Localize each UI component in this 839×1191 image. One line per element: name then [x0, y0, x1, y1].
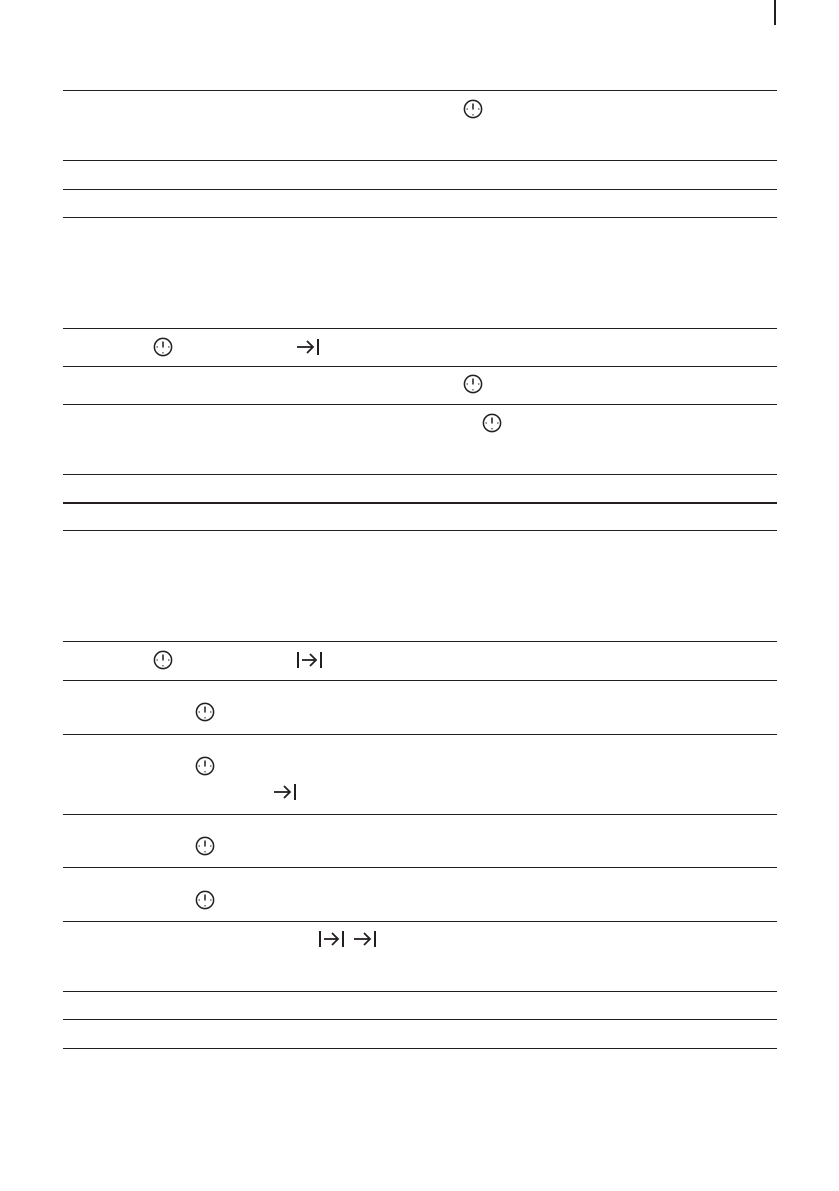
clock-icon	[195, 756, 215, 776]
section-divider	[63, 502, 777, 504]
table-rule	[63, 734, 777, 735]
clock-icon	[153, 337, 173, 357]
table-rule	[63, 328, 777, 329]
table-rule	[63, 1019, 777, 1020]
clock-icon	[482, 413, 502, 433]
table-rule	[63, 991, 777, 992]
clock-icon	[195, 702, 215, 722]
bar-arrow-to-bar-icon	[296, 650, 324, 670]
table-rule	[63, 921, 777, 922]
page-edge-mark	[774, 0, 776, 25]
clock-icon	[195, 890, 215, 910]
clock-icon	[463, 374, 483, 394]
arrow-to-bar-icon	[271, 782, 299, 802]
clock-icon	[195, 836, 215, 856]
table-rule	[63, 160, 777, 161]
bar-arrow-to-bar-icon	[318, 929, 346, 949]
table-rule	[63, 90, 777, 91]
table-rule	[63, 641, 777, 642]
table-rule	[63, 404, 777, 405]
table-rule	[63, 814, 777, 815]
arrow-to-bar-icon	[351, 929, 379, 949]
table-rule	[63, 366, 777, 367]
table-rule	[63, 530, 777, 531]
table-rule	[63, 217, 777, 218]
arrow-to-bar-icon	[294, 337, 322, 357]
table-rule	[63, 867, 777, 868]
table-rule	[63, 189, 777, 190]
table-rule	[63, 474, 777, 475]
table-rule	[63, 1048, 777, 1049]
table-rule	[63, 680, 777, 681]
clock-icon	[463, 99, 483, 119]
clock-icon	[153, 650, 173, 670]
